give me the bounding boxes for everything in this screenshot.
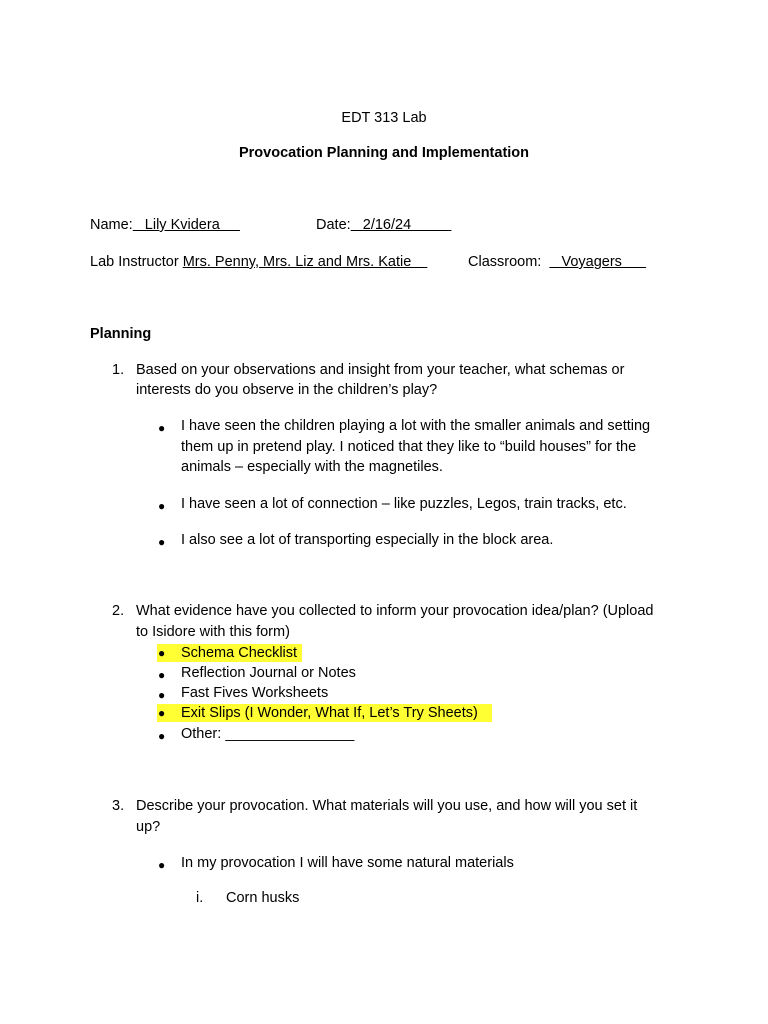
highlighted-option	[157, 644, 302, 662]
course-title: EDT 313 Lab	[341, 110, 427, 126]
question-text-line: Describe your provocation. What materials will you use, and how will you set it	[136, 798, 638, 814]
date-label: Date:	[316, 217, 351, 233]
bullet-icon: ●	[158, 668, 166, 682]
evidence-option-label: Fast Fives Worksheets	[181, 685, 329, 701]
question-text-line: Based on your observations and insight from your teacher, what schemas or	[136, 362, 625, 378]
evidence-option-label: Schema Checklist	[181, 645, 298, 661]
evidence-option-label: Reflection Journal or Notes	[181, 665, 356, 681]
bullet-icon: ●	[158, 729, 166, 743]
instructor-row	[90, 255, 427, 270]
question-text-line: up?	[136, 819, 161, 835]
bullet-icon: ●	[158, 535, 166, 549]
date-value: 2/16/24	[350, 217, 452, 233]
bullet-icon: ●	[158, 858, 166, 872]
question-number: 1.	[112, 362, 125, 378]
date-row	[316, 218, 451, 233]
question-number: 2.	[112, 603, 125, 619]
subitem-label: Corn husks	[226, 890, 300, 906]
name-value: Lily Kvidera	[132, 217, 240, 233]
answer-text-line: animals – especially with the magnetiles.	[181, 459, 443, 475]
classroom-value: Voyagers	[549, 254, 647, 270]
name-row	[90, 218, 240, 233]
bullet-icon: ●	[158, 499, 166, 513]
answer-text-line: I also see a lot of transporting especially in the block area.	[181, 532, 554, 548]
question-text-line: interests do you observe in the children’s play?	[136, 382, 438, 398]
answer-text-line: I have seen a lot of connection – like puzzles, Legos, train tracks, etc.	[181, 496, 627, 512]
question-text-line: What evidence have you collected to inform your provocation idea/plan? (Upload	[136, 603, 654, 619]
bullet-icon: ●	[158, 421, 166, 435]
answer-text-line: In my provocation I will have some natural materials	[181, 855, 514, 871]
section-heading-planning: Planning	[90, 326, 152, 342]
question-number: 3.	[112, 798, 125, 814]
question-text-line: to Isidore with this form)	[136, 624, 290, 640]
evidence-option-label: Other: ________________	[181, 726, 355, 742]
bullet-icon: ●	[158, 646, 166, 660]
bullet-icon: ●	[158, 706, 166, 720]
name-label: Name:	[90, 217, 133, 233]
document-title: Provocation Planning and Implementation	[238, 145, 530, 161]
answer-text-line: I have seen the children playing a lot with the smaller animals and setting	[181, 418, 651, 434]
answer-text-line: them up in pretend play. I noticed that they like to “build houses” for the	[181, 439, 637, 455]
classroom-row	[468, 255, 646, 270]
evidence-option-label: Exit Slips (I Wonder, What If, Let’s Try Sheets)	[181, 705, 478, 721]
subitem-marker: i.	[196, 890, 204, 906]
instructor-label: Lab Instructor	[90, 254, 183, 270]
highlighted-option	[157, 704, 492, 722]
classroom-label: Classroom:	[468, 254, 542, 270]
instructor-value: Mrs. Penny, Mrs. Liz and Mrs. Katie	[182, 254, 428, 270]
bullet-icon: ●	[158, 688, 166, 702]
